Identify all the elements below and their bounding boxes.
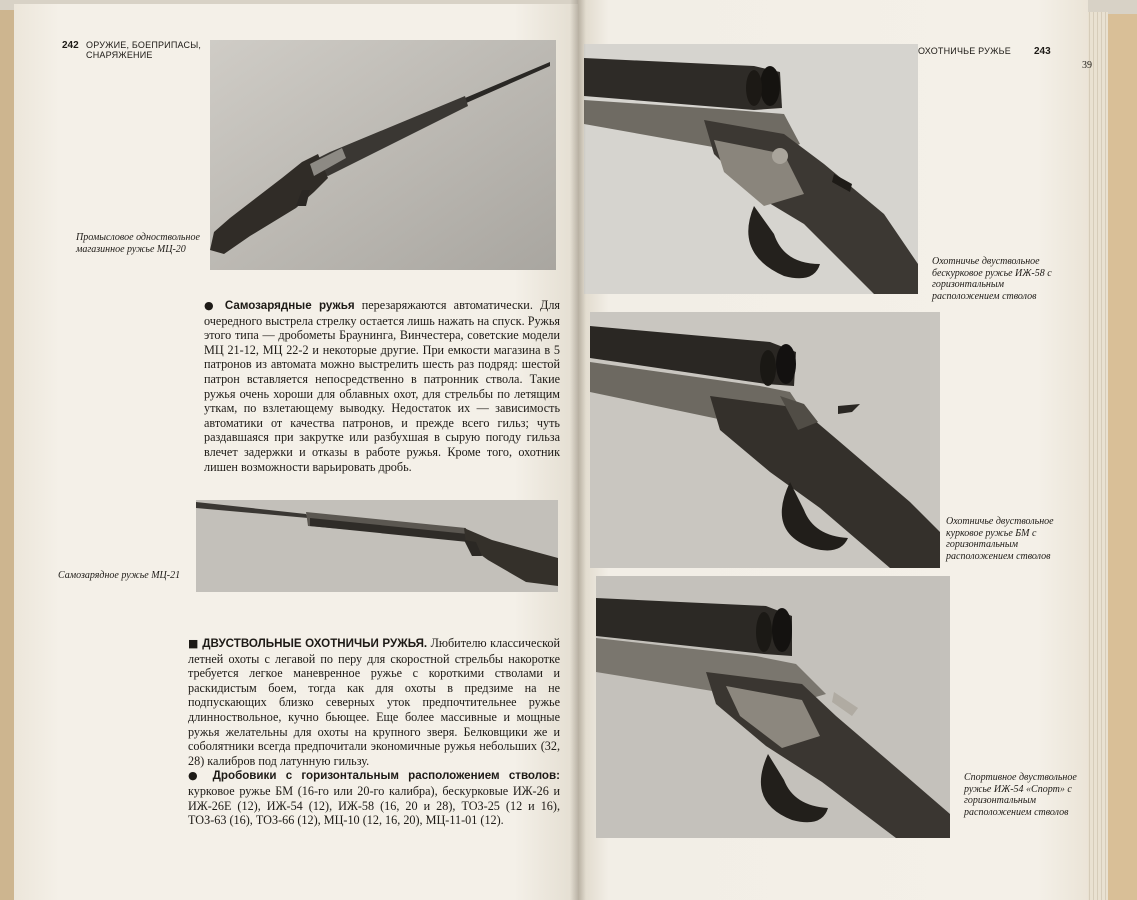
right-running-head: ОХОТНИЧЬЕ РУЖЬЕ (918, 46, 1011, 56)
caption-bm: Охотничье двуствольное курковое ружье БМ с горизонтальным расположением стволов (946, 516, 1054, 562)
para1-text: перезаряжаются автоматически. Для очередного выстрела стрелку остается лишь нажать на спуск. Ружья этого типа — дробометы Браунинга, Винчестера, советские модели МЦ 21-12, МЦ 22-2 и некоторые другие. При емкости магазина в 5 патронов из автомата можно выстрелить шесть раз подряд: шестой патрон вставляется непосредственно в патронник ствола. Такие ружья очень хороши для облавных охот, для стрельбы по летящим уткам, по взлетающему выводку. Недостаток их — зависимость автоматики от качества патронов, и прежде всего гильз; чуть раздавшаяся при закрутке или разбухшая в сырую погоду гильза влечет задержки и отказы в работе ружья. Кроме того, охотник лишен возможности варьировать дробь. (204, 298, 561, 474)
para3-lead: Дробовики с горизонтальным расположением стволов: (212, 769, 561, 783)
photo-mc20-rifle (210, 40, 556, 270)
right-page (578, 0, 1092, 900)
caption-mc21: Самозарядное ружье МЦ-21 (58, 570, 181, 581)
photo-bm-shotgun (590, 312, 940, 568)
book-gutter (570, 0, 586, 900)
edge-page-number: 39 (1082, 60, 1092, 71)
right-page-number: 243 (1034, 46, 1051, 57)
text-block-self-loading (204, 298, 560, 474)
caption-izh54: Спортивное двуствольное ружье ИЖ-54 «Спорт» с горизонтальным расположением стволов (964, 772, 1077, 818)
photo-izh58-shotgun (584, 44, 918, 294)
left-page (14, 4, 582, 900)
para1-lead: Самозарядные ружья (224, 299, 355, 312)
para3-text: курковое ружье БМ (16-го или 20-го калибра), бескурковые ИЖ-26 и ИЖ-26Е (12), ИЖ-54 (12), ИЖ-58 (16, 20 и 28), ТОЗ-25 (12 и 16), ТОЗ-63 (16), ТОЗ-66 (12), МЦ-10 (12, 16, 20), МЦ-11-01 (12). (188, 783, 560, 828)
bullet-icon: ● (204, 299, 218, 312)
para2-text: Любителю классической летней охоты с легавой по перу для скоростной стрельбы накоротке требуется легкое маневренное ружье с короткими стволами и раскидистым боем, тогда как для охоты в предзиме на не подпускающих близко северных уток предпочтительнее ружье длинноствольное, кучно бьющее. Еще более массивные и мощные ружья желательны для охоты на крупного зверя. Белковщики же и соболятники всегда предпочитали экономичные ружья небольших (32, 28) калибров под латунную гильзу. (188, 636, 560, 768)
left-page-number: 242 (62, 40, 79, 51)
bullet-icon: ● (188, 769, 204, 783)
square-bullet-icon: ■ (188, 637, 199, 650)
photo-mc21-shotgun (196, 500, 558, 592)
photo-izh54-shotgun (596, 576, 950, 838)
text-block-double-barrel (188, 636, 560, 828)
caption-izh58: Охотничье двуствольное бескурковое ружье ИЖ-58 с горизонтальным расположением стволов (932, 256, 1052, 302)
caption-mc20: Промысловое одноствольное магазинное ружье МЦ-20 (76, 232, 200, 255)
left-running-head: ОРУЖИЕ, БОЕПРИПАСЫ, СНАРЯЖЕНИЕ (86, 40, 202, 60)
para2-lead: ДВУСТВОЛЬНЫЕ ОХОТНИЧЬИ РУЖЬЯ. (202, 637, 428, 650)
